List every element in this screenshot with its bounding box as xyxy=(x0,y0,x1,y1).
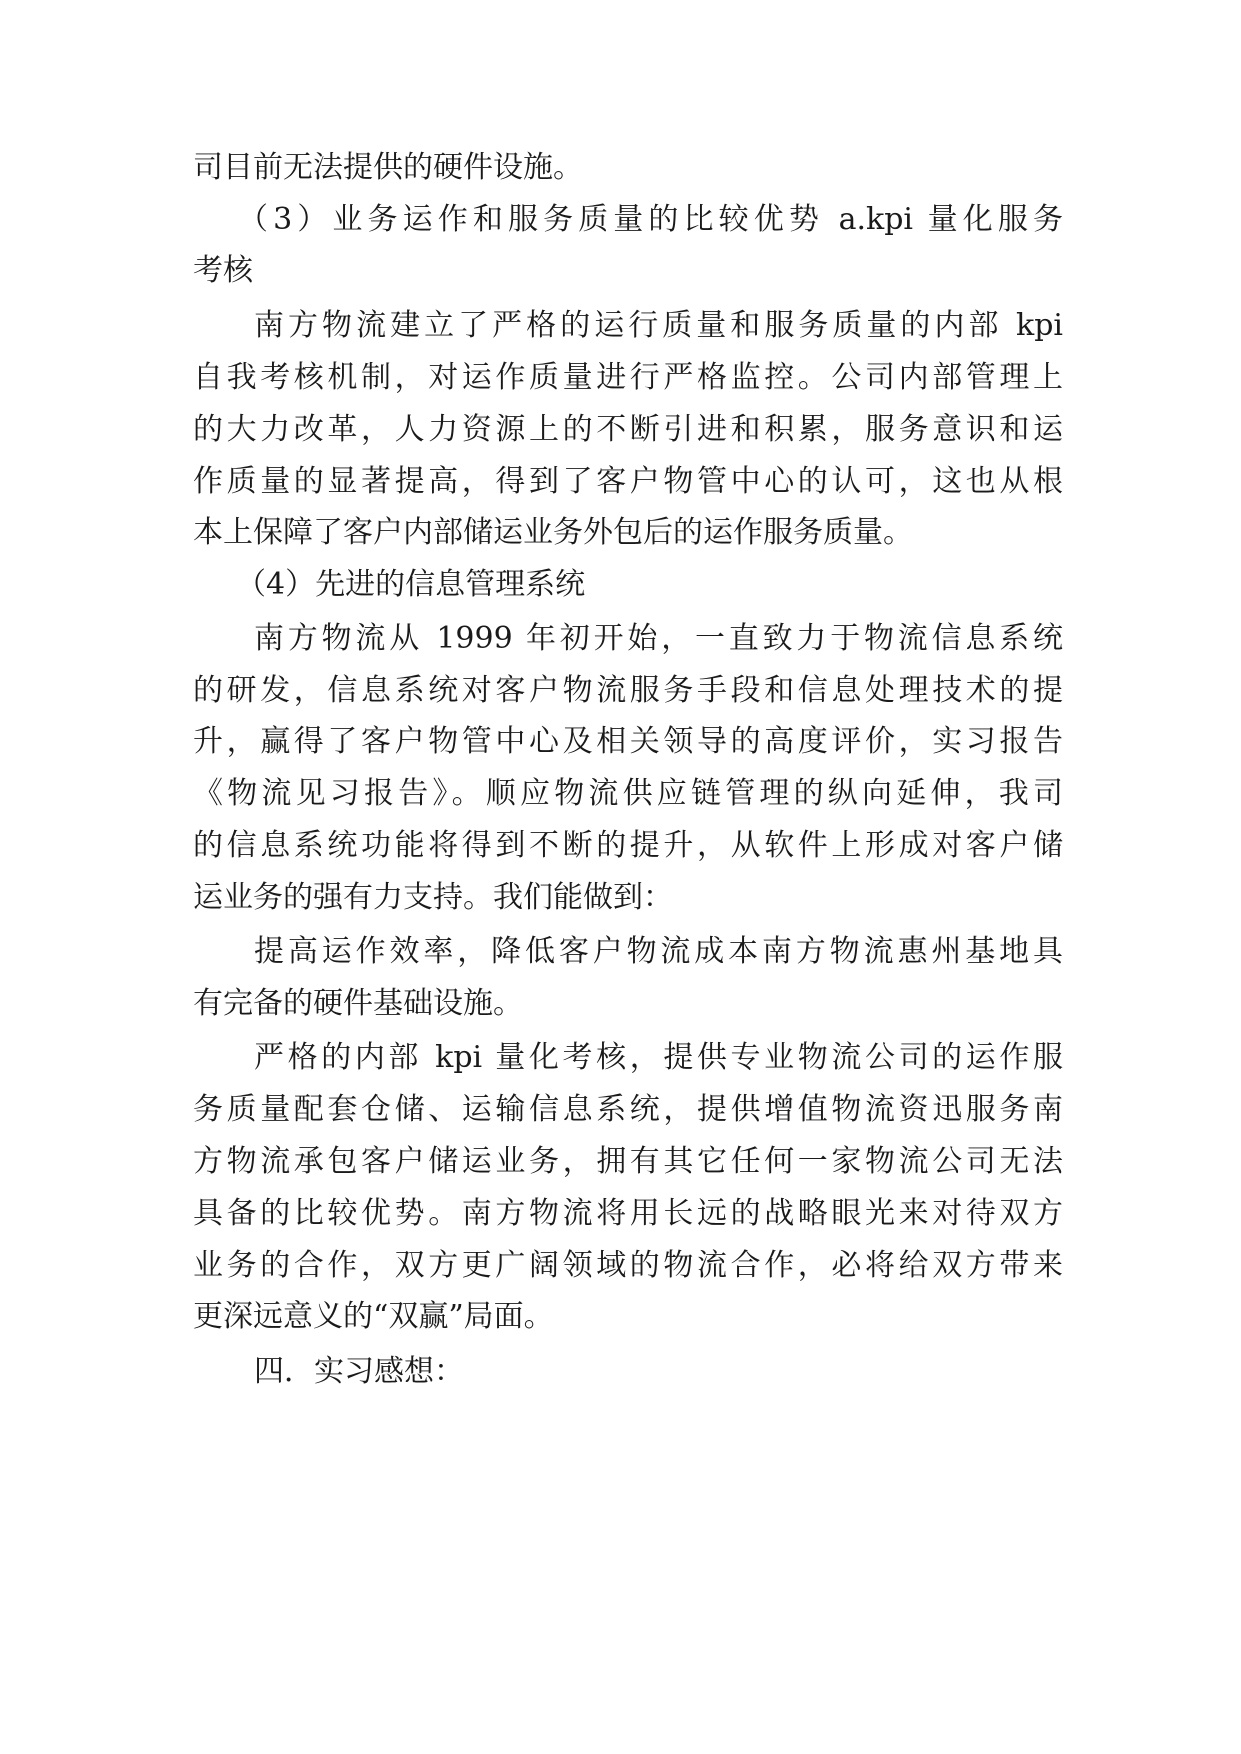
text-line: 具备的比较优势。南方物流将用长远的战略眼光来对待双方 xyxy=(193,1196,1063,1231)
paragraph-first-line: 南方物流从 1999 年初开始，一直致力于物流信息系统 xyxy=(254,621,1063,656)
text-line: 升，赢得了客户物管中心及相关领导的高度评价，实习报告 xyxy=(193,724,1063,759)
text-line: 《物流见习报告》。顺应物流供应链管理的纵向延伸，我司 xyxy=(193,776,1063,811)
text-line: 更深远意义的“双赢”局面。 xyxy=(193,1299,554,1334)
text-line: 有完备的硬件基础设施。 xyxy=(193,986,523,1021)
text-line: 运业务的强有力支持。我们能做到： xyxy=(193,880,673,915)
paragraph-first-line: 严格的内部 kpi 量化考核，提供专业物流公司的运作服 xyxy=(254,1040,1063,1075)
text-line: 考核 xyxy=(193,253,253,288)
text-line: 自我考核机制，对运作质量进行严格监控。公司内部管理上 xyxy=(193,360,1063,395)
section-heading-4: （4）先进的信息管理系统 xyxy=(236,567,586,602)
text-line: 的研发，信息系统对客户物流服务手段和信息处理技术的提 xyxy=(193,673,1063,708)
text-line: 业务的合作，双方更广阔领域的物流合作，必将给双方带来 xyxy=(193,1248,1063,1283)
text-line: 本上保障了客户内部储运业务外包后的运作服务质量。 xyxy=(193,515,913,550)
text-line: 作质量的显著提高，得到了客户物管中心的认可，这也从根 xyxy=(193,464,1063,499)
text-line: 司目前无法提供的硬件设施。 xyxy=(193,150,583,185)
section-heading-3: （3）业务运作和服务质量的比较优势 a.kpi 量化服务 xyxy=(238,202,1063,237)
section-heading-4-reflections: 四．实习感想： xyxy=(254,1354,464,1389)
paragraph-first-line: 南方物流建立了严格的运行质量和服务质量的内部 kpi xyxy=(254,308,1063,343)
text-line: 的大力改革，人力资源上的不断引进和积累，服务意识和运 xyxy=(193,412,1063,447)
text-line: 的信息系统功能将得到不断的提升，从软件上形成对客户储 xyxy=(193,828,1063,863)
text-line: 务质量配套仓储、运输信息系统，提供增值物流资迅服务南 xyxy=(193,1092,1063,1127)
paragraph-first-line: 提高运作效率，降低客户物流成本南方物流惠州基地具 xyxy=(254,934,1063,969)
text-line: 方物流承包客户储运业务，拥有其它任何一家物流公司无法 xyxy=(193,1144,1063,1179)
